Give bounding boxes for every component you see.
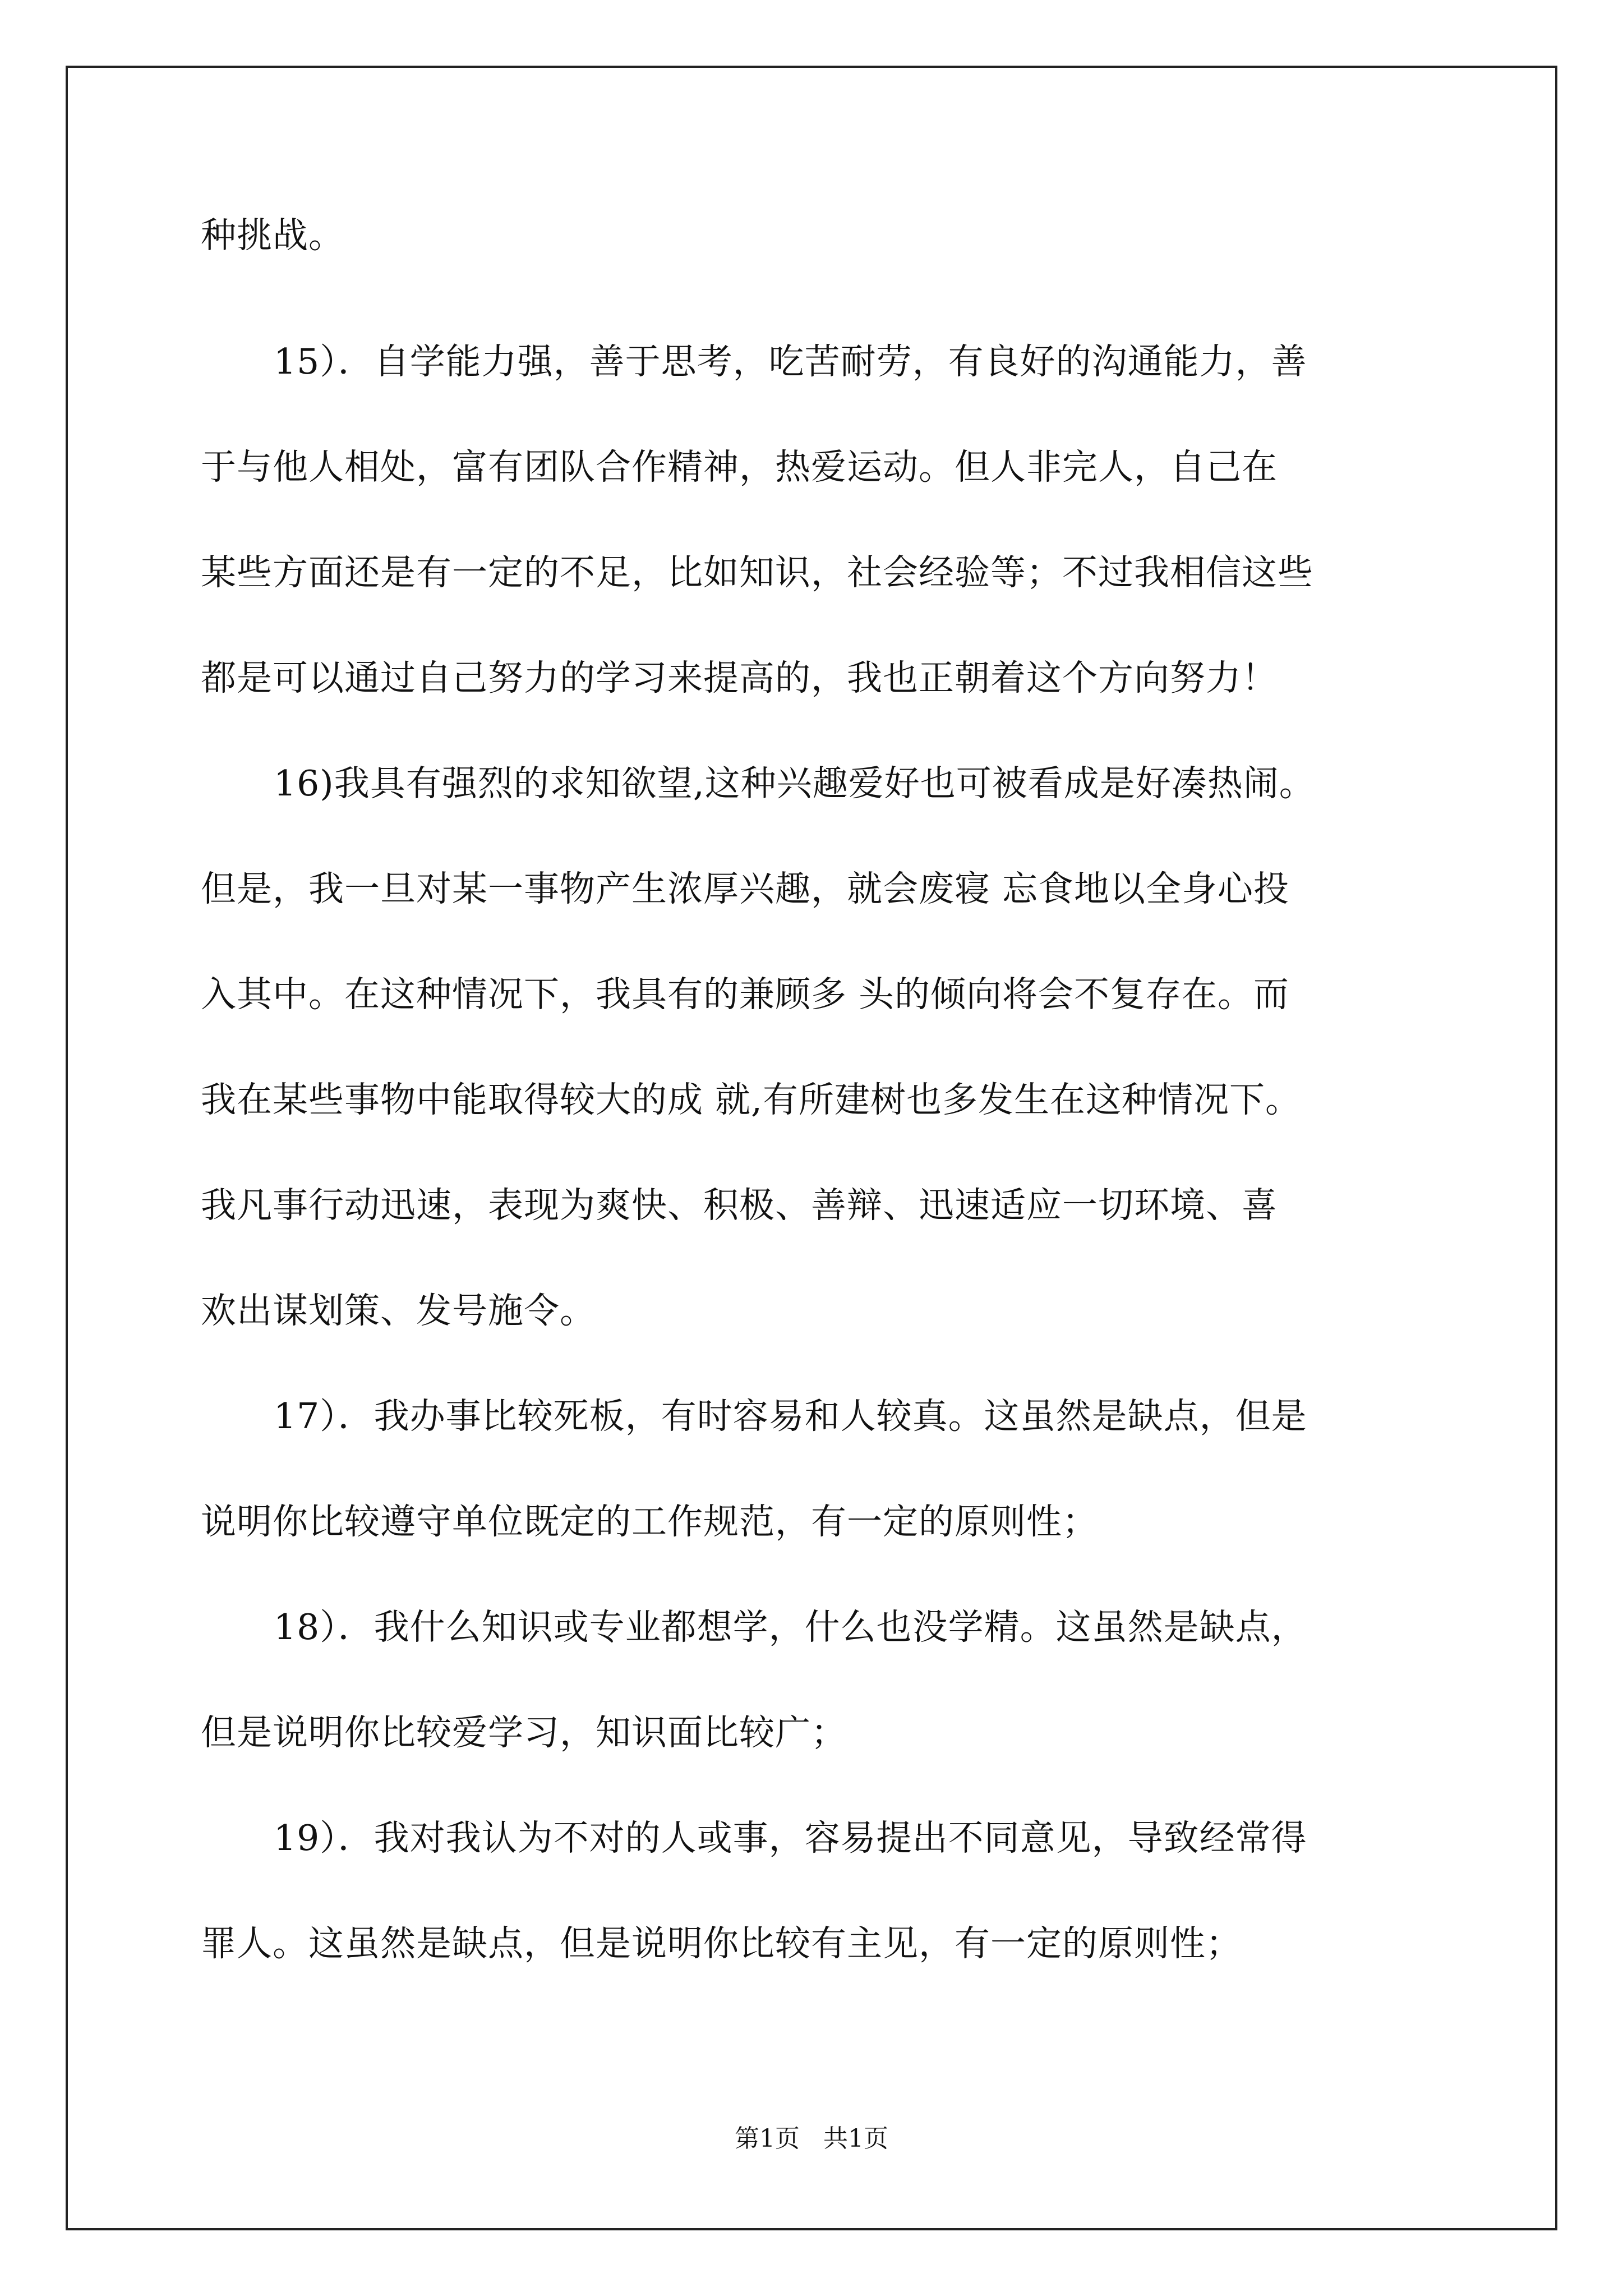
text-line: 种挑战。 [201, 215, 344, 256]
text-line: 于与他人相处，富有团队合作精神，热爱运动。但人非完人，自己在 [201, 447, 1278, 487]
text-line: 某些方面还是有一定的不足，比如知识，社会经验等；不过我相信这些 [201, 552, 1313, 593]
text-line: 都是可以通过自己努力的学习来提高的，我也正朝着这个方向努力！ [201, 657, 1278, 698]
text-line: 18）．我什么知识或专业都想学，什么也没学精。这虽然是缺点， [274, 1607, 1307, 1648]
text-line: 说明你比较遵守单位既定的工作规范，有一定的原则性； [201, 1501, 1098, 1542]
text-line: 但是，我一旦对某一事物产生浓厚兴趣，就会废寝 忘食地以全身心投 [201, 868, 1290, 909]
text-line: 我凡事行动迅速，表现为爽快、积极、善辩、迅速适应一切环境、喜 [201, 1185, 1278, 1226]
text-line: 17）．我办事比较死板，有时容易和人较真。这虽然是缺点，但是 [274, 1396, 1307, 1437]
page-border [66, 66, 1557, 2230]
text-line: 我在某些事物中能取得较大的成 就,有所建树也多发生在这种情况下。 [201, 1079, 1302, 1120]
text-line: 但是说明你比较爱学习，知识面比较广； [201, 1712, 847, 1753]
page-number-footer: 第1页 共1页 [735, 2124, 888, 2153]
text-line: 16)我具有强烈的求知欲望,这种兴趣爱好也可被看成是好凑热闹。 [274, 763, 1315, 804]
text-line: 入其中。在这种情况下，我具有的兼顾多 头的倾向将会不复存在。而 [201, 974, 1290, 1015]
text-line: 15）．自学能力强，善于思考，吃苦耐劳，有良好的沟通能力，善 [274, 341, 1307, 382]
text-line: 欢出谋划策、发号施令。 [201, 1290, 596, 1331]
text-line: 罪人。这虽然是缺点，但是说明你比较有主见，有一定的原则性； [201, 1923, 1242, 1964]
text-line: 19）．我对我认为不对的人或事，容易提出不同意见，导致经常得 [274, 1818, 1307, 1858]
